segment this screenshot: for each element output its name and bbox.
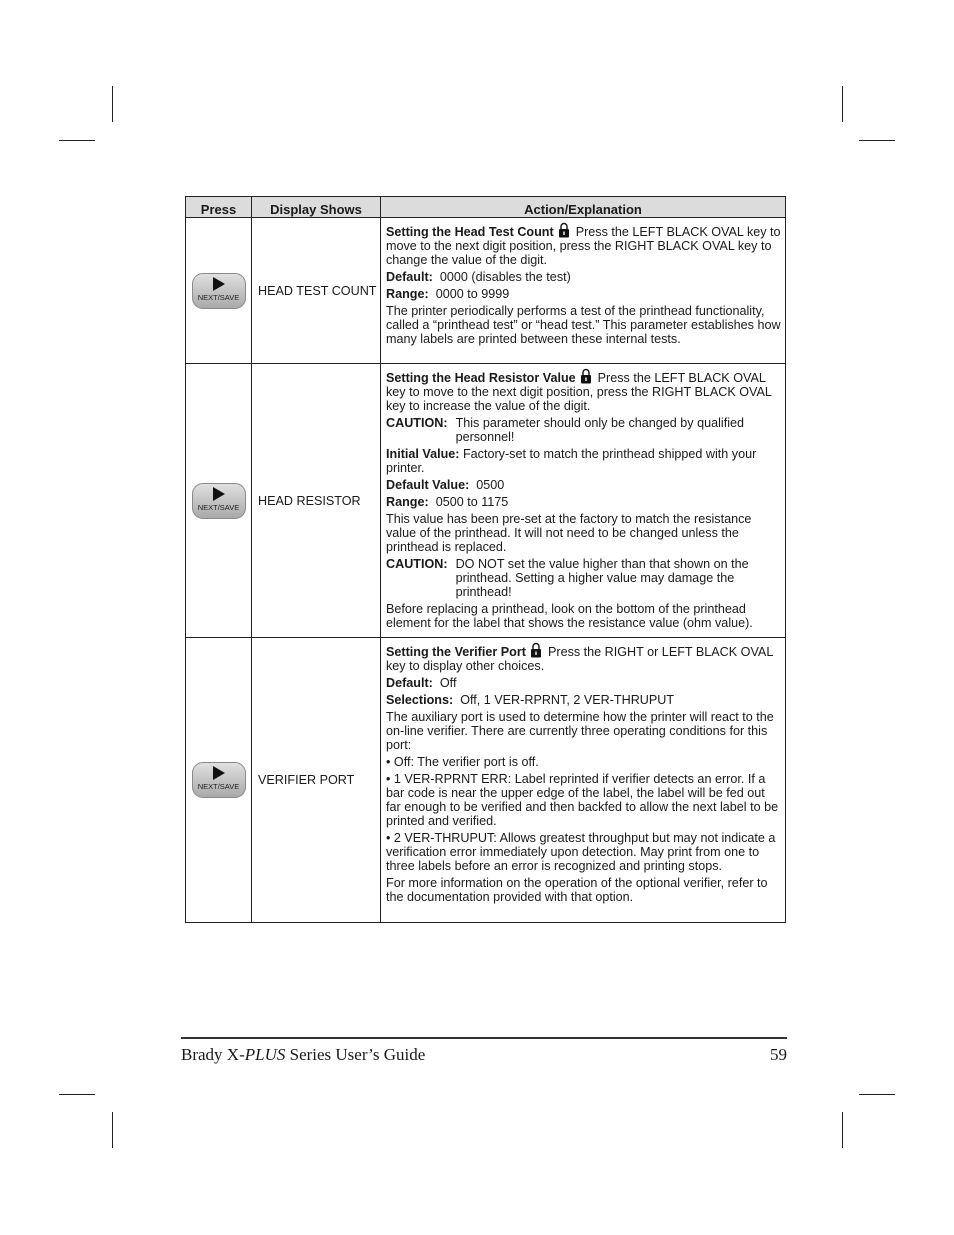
page-footer	[181, 1045, 787, 1065]
table-row	[186, 638, 786, 923]
header-action-explanation: Action/Explanation	[381, 197, 786, 218]
header-press: Press	[186, 197, 252, 218]
crop-mark	[112, 86, 113, 122]
table-row	[186, 218, 786, 364]
setting-title: Setting the Verifier Port	[386, 645, 526, 659]
page-number: 59	[770, 1045, 787, 1064]
display-shows-cell: HEAD TEST COUNT	[252, 218, 381, 364]
settings-table	[185, 196, 786, 923]
crop-mark	[59, 140, 95, 141]
crop-mark	[112, 1112, 113, 1148]
crop-mark	[859, 140, 895, 141]
action-cell: Setting the Verifier Port Press the RIGHT or LEFT BLACK OVAL key to display other choices. Default: Off Selections: Off, 1 VER-RPRNT, 2 VER-THRUPUT The auxiliary port is used to determine how the printer will react to the on-line verifier. There are currently three operating conditions for this port: • Off: The verifier port is off. • 1 VER-RPRNT ERR: Label reprinted if verifier detects an error. If a bar code is near the upper edge of the label, the label will be fed out far enough to be verified and then backfed to allow the next label to be printed and verified. • 2 VER-THRUPUT: Allows greatest throughput but may not indicate a verification error immediately upon detection. May print from one to three labels before an error is recognized and printing stops. For more information on the operation of the optional verifier, refer to the documentation provided with that option.	[381, 638, 786, 923]
guide-title: Brady X-PLUS Series User’s Guide	[181, 1045, 426, 1064]
footer-rule	[181, 1037, 787, 1039]
next-save-key-icon: NEXT/SAVE	[192, 483, 246, 519]
crop-mark	[859, 1094, 895, 1095]
table-row	[186, 364, 786, 638]
display-shows-cell: VERIFIER PORT	[252, 638, 381, 923]
action-cell: Setting the Head Test Count Press the LEFT BLACK OVAL key to move to the next digit position, press the RIGHT BLACK OVAL key to change the value of the digit. Default: 0000 (disables the test) Range: 0000 to 9999 The printer periodically performs a test of the printhead functionality, called a “printhead test” or “head test.” This parameter establishes how many labels are printed between these internal tests.	[381, 218, 786, 364]
header-display-shows: Display Shows	[252, 197, 381, 218]
crop-mark	[842, 86, 843, 122]
crop-mark	[842, 1112, 843, 1148]
padlock-icon	[558, 222, 570, 238]
padlock-icon	[580, 368, 592, 384]
padlock-icon	[530, 642, 542, 658]
crop-mark	[59, 1094, 95, 1095]
setting-title: Setting the Head Test Count	[386, 225, 554, 239]
next-save-key-icon: NEXT/SAVE	[192, 273, 246, 309]
next-save-key-icon: NEXT/SAVE	[192, 762, 246, 798]
setting-title: Setting the Head Resistor Value	[386, 371, 576, 385]
display-shows-cell: HEAD RESISTOR	[252, 364, 381, 638]
action-cell: Setting the Head Resistor Value Press the LEFT BLACK OVAL key to move to the next digit position, press the RIGHT BLACK OVAL key to increase the value of the digit. CAUTION: This parameter should only be changed by qualified personnel! Initial Value: Factory-set to match the printhead shipped with your printer. Default Value: 0500 Range: 0500 to 1175 This value has been pre-set at the factory to match the resistance value of the printhead. It will not need to be changed unless the printhead is replaced. CAUTION: DO NOT set the value higher than that shown on the printhead. Setting a higher value may damage the printhead! Before replacing a printhead, look on the bottom of the printhead element for the label that shows the resistance value (ohm value).	[381, 364, 786, 638]
table-header-row	[186, 197, 786, 218]
